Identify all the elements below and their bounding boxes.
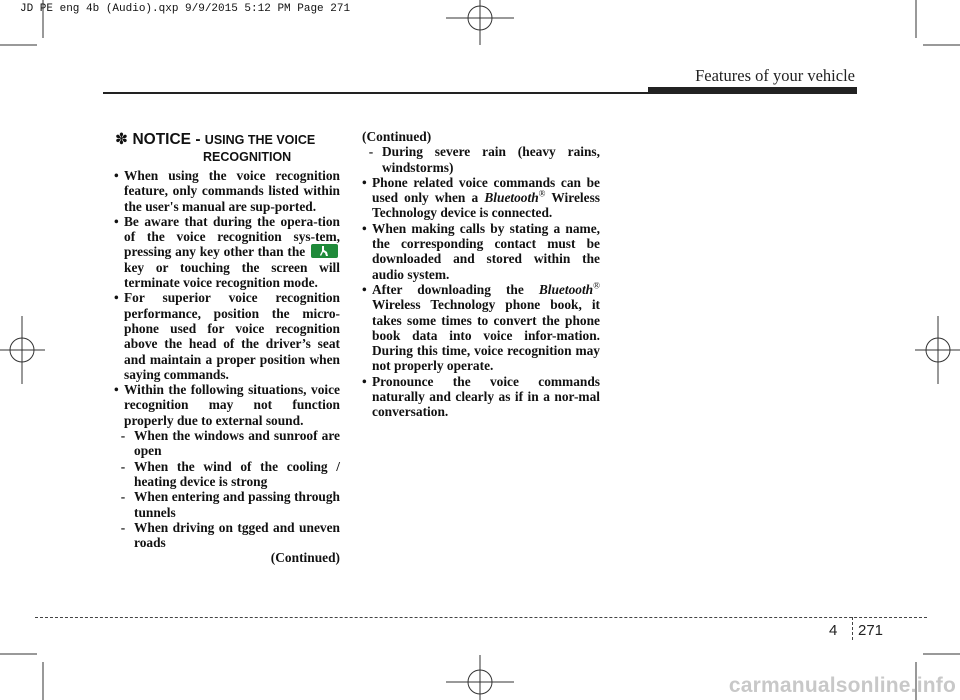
list-item: • Be aware that during the opera-tion of the voice recognition sys-tem, pressing any key other than the key or touching the screen will terminate voice recognition mode. xyxy=(114,213,340,291)
notice-star-icon: ✽ xyxy=(115,131,128,148)
list-item: • After downloading the Bluetooth® Wireless Technology phone book, it takes some times to convert the phone book data into voice infor-mation. During this time, voice recognition may not properly operate. xyxy=(362,280,600,374)
registration-mark-top xyxy=(446,0,514,45)
chapter-number: 4 xyxy=(829,622,838,639)
notice-title xyxy=(115,130,355,164)
list-item: • For superior voice recognition performance, position the micro-phone used for voice recognition above the head of the driver’s seat and maintain a proper position when saying commands. xyxy=(114,290,340,382)
sub-list-item: - During severe rain (heavy rains, windstorms) xyxy=(362,144,600,175)
list-item: • When making calls by stating a name, the corresponding contact must be downloaded and stored within the audio system. xyxy=(362,220,600,282)
page-divider xyxy=(852,617,853,642)
registration-mark-bottom xyxy=(446,655,514,700)
footer-rule xyxy=(35,617,927,618)
bluetooth-text: Bluetooth xyxy=(538,281,594,297)
registration-mark-right xyxy=(915,316,960,384)
right-column xyxy=(362,129,600,420)
continued-label: (Continued) xyxy=(270,550,340,566)
sub-list-item: - When driving on tgged and uneven roads xyxy=(114,519,340,551)
registered-mark: ® xyxy=(593,280,600,291)
list-item: • Pronounce the voice commands naturally and clearly as if in a nor-mal conversation. xyxy=(362,373,600,420)
sub-list-item: - When the windows and sunroof are open xyxy=(114,428,340,459)
sub-list-item: - When the wind of the cooling / heating device is strong xyxy=(114,458,340,489)
notice-label: NOTICE - xyxy=(132,131,205,148)
sub-list-item: - When entering and passing through tunnels xyxy=(114,489,340,520)
registration-mark-left xyxy=(0,316,45,384)
list-item: • Within the following situations, voice recognition may not function properly due to external sound. xyxy=(114,382,340,428)
registered-mark: ® xyxy=(538,188,546,199)
continued-label: (Continued) xyxy=(362,129,432,144)
file-slug: JD PE eng 4b (Audio).qxp 9/9/2015 5:12 PM Page 271 xyxy=(20,3,351,15)
header-rule xyxy=(103,92,648,94)
bluetooth-text: Bluetooth xyxy=(484,190,539,206)
left-column xyxy=(114,168,340,566)
voice-recognition-key-icon xyxy=(311,244,338,258)
page-number: 271 xyxy=(858,622,884,639)
watermark: carmanualsonline.info xyxy=(728,674,956,697)
notice-title-line1: USING THE VOICE xyxy=(204,133,316,147)
list-item: • When using the voice recognition feature, only commands listed within the user's manual are sup-ported. xyxy=(114,168,340,214)
section-title: Features of your vehicle xyxy=(695,66,855,85)
header-bar xyxy=(648,87,857,94)
list-item: • Phone related voice commands can be used only when a Bluetooth® Wireless Technology device is connected. xyxy=(362,174,601,221)
notice-title-line2: RECOGNITION xyxy=(203,150,292,164)
